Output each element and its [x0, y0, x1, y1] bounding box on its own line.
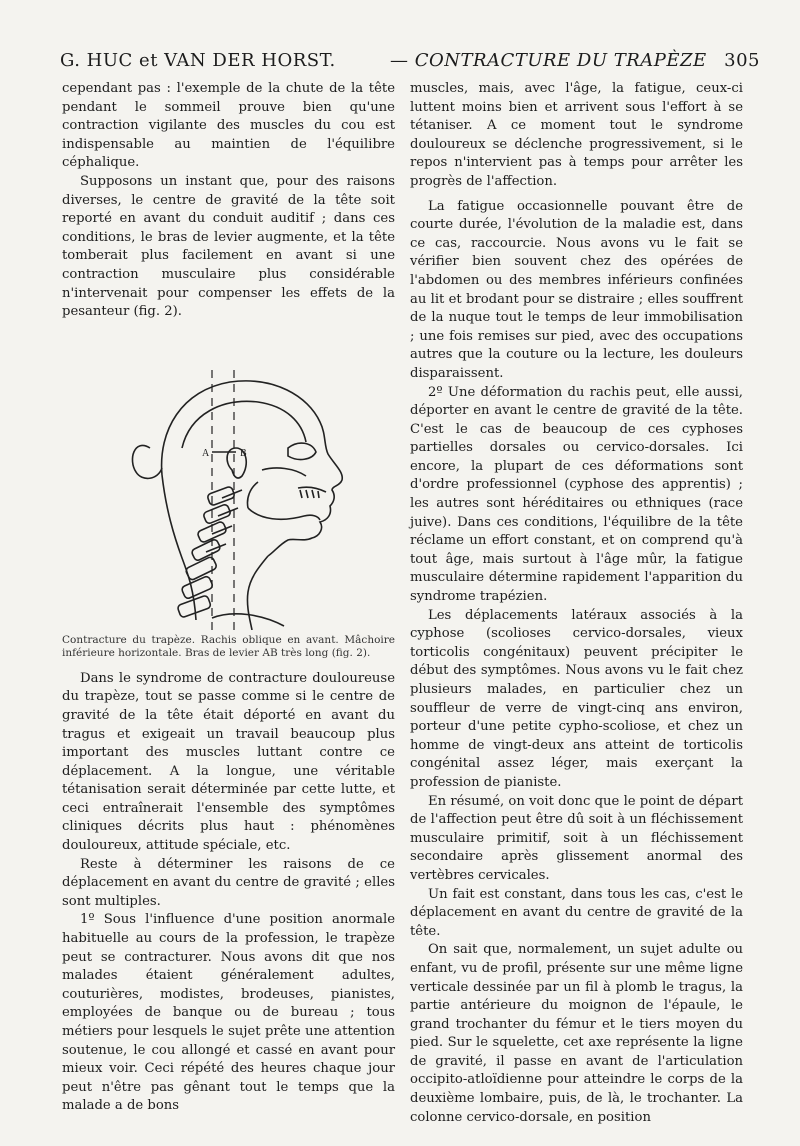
running-header [60, 50, 760, 78]
mandible [248, 508, 320, 520]
left-column [62, 80, 395, 1116]
label-a: A [202, 447, 210, 459]
paragraph: muscles, mais, avec l'âge, la fatigue, ceux-ci luttent moins bien et arrivent sous l'effort à se tétaniser. A ce moment tout le syndrome douloureux se déclenche progressivement, si le repos n'intervient pas à temps pour arrêter les progrès de l'affection. [410, 81, 743, 189]
mandible-ramus [247, 482, 258, 508]
orbit [288, 443, 316, 459]
skeleton-head-illustration [62, 330, 392, 630]
header-title: — CONTRACTURE DU TRAPÈZE [390, 50, 707, 71]
paragraph: cependant pas : l'exemple de la chute de la tête pendant le sommeil prouve bien qu'une contraction vigilante des muscles du cou est indispensable au maintien de l'équilibre céphalique. [62, 81, 395, 171]
skull-inner [182, 401, 306, 448]
header-authors: G. HUC et VAN DER HORST. [60, 50, 336, 71]
paragraph: Dans le syndrome de contracture douloureuse du trapèze, tout se passe comme si le centre de gravité de la tête était déporté en avant du tragus et exigeait un travail beaucoup plus important des muscles luttant contre ce déplacement. A la longue, une véritable tétanisation serait déterminée par cette lutte, et ceci entraînerait l'ensemble des symptômes cliniques décrits plus haut : phénomènes douloureux, attitude spéciale, etc. [62, 670, 395, 854]
figure-2 [62, 330, 392, 630]
paragraph: Les déplacements latéraux associés à la cyphose (scolioses cervico-dorsales, vieux torticolis congénitaux) peuvent précipiter le début des symptômes. Nous avons vu le fait chez plusieurs malades, en particulier chez un souffleur de verre de vingt-cinq ans environ, porteur d'une petite cypho-scoliose, et chez un homme de vingt-deux ans atteint de torticolis congénital assez léger, mais exerçant la profession de pianiste. [410, 607, 743, 790]
hair-bun [132, 445, 162, 478]
cervical-spine [177, 486, 242, 618]
paragraph: 1º Sous l'influence d'une position anormale habituelle au cours de la profession, le trapèze peut se contracturer. Nous avons dit que nos malades étaient généralement adultes, couturières, modistes, brodeuses, pianistes, employées de banque ou de bureau ; tous métiers pour lesquels le sujet prête une attention soutenue, le cou allongé et cassé en avant pour mieux voir. Ceci répété des heures chaque jour peut n'être pas gênant tout le temps que la malade a de bons [62, 912, 395, 1114]
figure-caption: Contracture du trapèze. Rachis oblique en avant. Mâchoire inférieure horizontale. Bras de levier AB très long (fig. 2). [62, 633, 395, 659]
label-b: B [240, 447, 247, 459]
clavicle [212, 614, 284, 626]
paragraph: En résumé, on voit donc que le point de départ de l'affection peut être dû soit à un fléchissement musculaire primitif, soit à un fléchissement secondaire après glissement anormal des vertèbres cervicales. [410, 793, 743, 883]
zygoma [262, 468, 306, 476]
paragraph: Un fait est constant, dans tous les cas, c'est le déplacement en avant du centre de gravité de la tête. [410, 886, 743, 939]
paragraph: La fatigue occasionnelle pouvant être de courte durée, l'évolution de la maladie est, dans ce cas, raccourcie. Nous avons vu le fait se vérifier bien souvent chez des opérées de l'abdomen ou des membres inférieurs confinées au lit et brodant pour se distraire ; elles souffrent de la nuque tout le temps de leur immobilisation ; une fois remises sur pied, avec des occupations autres que la couture ou la lecture, les douleurs disparaissent. [410, 198, 743, 381]
paragraph: Supposons un instant que, pour des raisons diverses, le centre de gravité de la tête soit reporté en avant du conduit auditif ; dans ces conditions, le bras de levier augmente, et la tête tomberait plus facilement en avant si une contraction musculaire plus considérable n'intervenait pour compenser les effets de la pesanteur (fig. 2). [62, 173, 395, 320]
paragraph: Reste à déterminer les raisons de ce déplacement en avant du centre de gravité ; elles sont multiples. [62, 856, 395, 909]
teeth [300, 490, 319, 498]
page-number: 305 [724, 50, 760, 71]
paragraph: 2º Une déformation du rachis peut, elle aussi, déporter en avant le centre de gravité de la tête. C'est le cas de beaucoup de ces cyphoses partielles dorsales ou cervico-dorsales. Ici encore, la plupart de ces déformations sont d'ordre professionnel (cyphose des apprentis) ; les autres sont héréditaires ou ethniques (race juive). Dans ces conditions, l'équilibre de la tête réclame un effort constant, et on comprend qu'à tout âge, mais surtout à l'âge mûr, la fatigue musculaire détermine rapidement l'apparition du syndrome trapézien. [410, 384, 743, 605]
right-column [410, 80, 743, 1127]
paragraph: On sait que, normalement, un sujet adulte ou enfant, vu de profil, présente sur une même ligne verticale dessinée par un fil à plomb le tragus, la partie antérieure du moignon de l'épaule, le grand trochanter du fémur et le tiers moyen du pied. Sur le squelette, cet axe représente la ligne de gravité, il passe en avant de l'articulation occipito-atloïdienne pour atteindre le corps de la deuxième lombaire, puis, de là, le trochanter. La colonne cervico-dorsale, en position [410, 942, 743, 1125]
head-outline [162, 381, 343, 556]
